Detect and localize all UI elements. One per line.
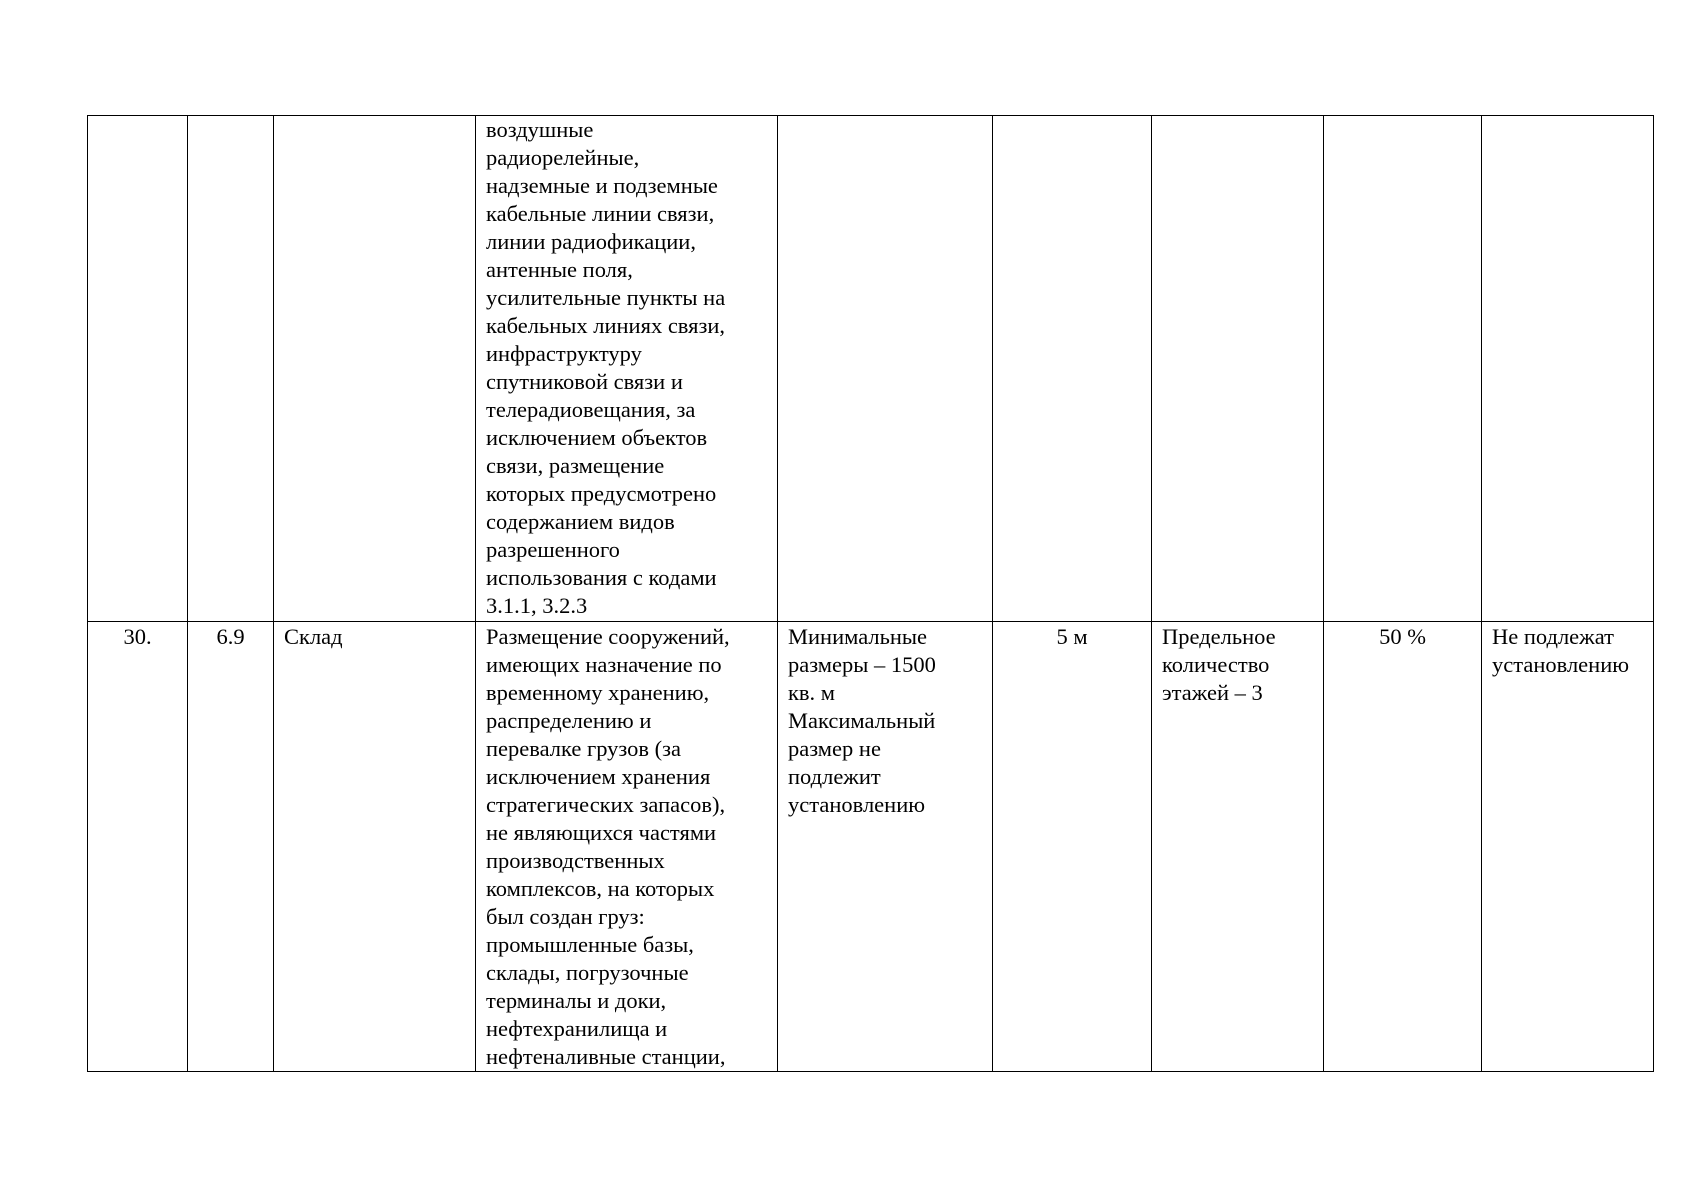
use-name-cell: Склад bbox=[274, 622, 476, 1072]
plot-size-cell bbox=[778, 116, 993, 622]
use-code-cell bbox=[188, 116, 274, 622]
setback-cell bbox=[993, 116, 1152, 622]
table-row bbox=[88, 622, 1654, 1072]
coverage-cell: 50 % bbox=[1324, 622, 1482, 1072]
plot-size-cell: Минимальные размеры – 1500 кв. м Максимальный размер не подлежит установлению bbox=[778, 622, 993, 1072]
use-name-cell bbox=[274, 116, 476, 622]
row-number-cell bbox=[88, 116, 188, 622]
other-params-cell: Не подлежат установлению bbox=[1482, 622, 1654, 1072]
other-params-cell bbox=[1482, 116, 1654, 622]
use-description-cell: Размещение сооружений, имеющих назначение по временному хранению, распределению и перевалке грузов (за исключением хранения стратегических запасов), не являющихся частями производственных комплексов, на которых был создан груз: промышленные базы, склады, погрузочные терминалы и доки, нефтехранилища и нефтеналивные станции, bbox=[476, 622, 778, 1072]
setback-cell: 5 м bbox=[993, 622, 1152, 1072]
table-row bbox=[88, 116, 1654, 622]
coverage-cell bbox=[1324, 116, 1482, 622]
use-description-cell: воздушные радиорелейные, надземные и подземные кабельные линии связи, линии радиофикации, антенные поля, усилительные пункты на кабельных линиях связи, инфраструктуру спутниковой связи и телерадиовещания, за исключением объектов связи, размещение которых предусмотрено содержанием видов разрешенного использования с кодами 3.1.1, 3.2.3 bbox=[476, 116, 778, 622]
floors-cell: Предельное количество этажей – 3 bbox=[1152, 622, 1324, 1072]
land-use-regulations-table bbox=[87, 115, 1654, 1072]
use-code-cell: 6.9 bbox=[188, 622, 274, 1072]
row-number-cell: 30. bbox=[88, 622, 188, 1072]
floors-cell bbox=[1152, 116, 1324, 622]
